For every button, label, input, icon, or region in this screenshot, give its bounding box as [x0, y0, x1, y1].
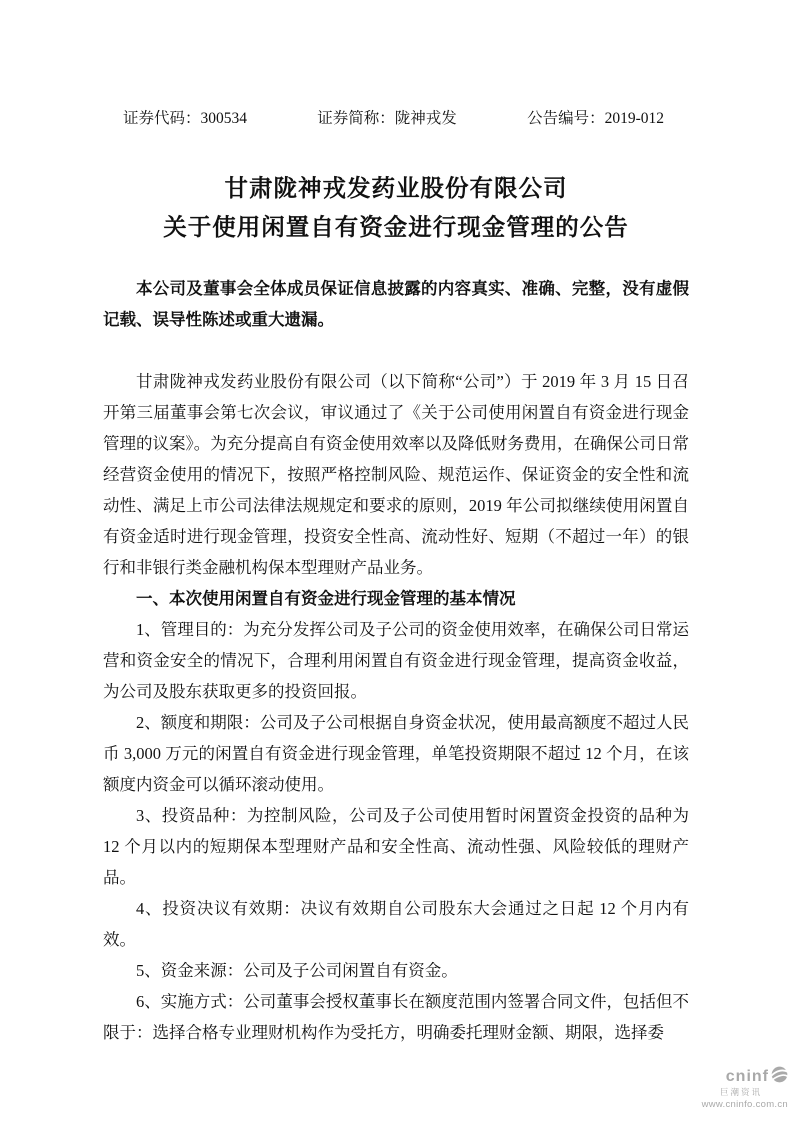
- cninfo-brand-text: cninf: [725, 1067, 769, 1085]
- disclosure-statement: 本公司及董事会全体成员保证信息披露的内容真实、准确、完整，没有虚假记载、误导性陈述或重大遗漏。: [103, 279, 689, 329]
- body-item-1: 1、管理目的：为充分发挥公司及子公司的资金使用效率，在确保公司日常运营和资金安全的情况下，合理利用闲置自有资金进行现金管理，提高资金收益，为公司及股东获取更多的投资回报。: [103, 620, 689, 701]
- intro-paragraph: 甘肃陇神戎发药业股份有限公司（以下简称“公司”）于 2019 年 3 月 15 日召开第三届董事会第七次会议，审议通过了《关于公司使用闲置自有资金进行现金管理的议案》。为充分提高自有资金使用效率以及降低财务费用，在确保公司日常经营资金使用的情况下，按照严格控制风险、规范运作、保证资金的安全性和流动性、满足上市公司法律法规规定和要求的原则，2019 年公司拟继续使用闲置自有资金适时进行现金管理，投资安全性高、流动性好、短期（不超过一年）的银行和非银行类金融机构保本型理财产品业务。: [103, 372, 689, 577]
- body-item-6: 6、实施方式：公司董事会授权董事长在额度范围内签署合同文件，包括但不限于：选择合格专业理财机构作为受托方，明确委托理财金额、期限，选择委: [103, 992, 689, 1042]
- document-header: [103, 108, 689, 130]
- body-item-2: 2、额度和期限：公司及子公司根据自身资金状况，使用最高额度不超过人民币 3,000 万元的闲置自有资金进行现金管理，单笔投资期限不超过 12 个月，在该额度内资金可以循环滚动使用。: [103, 713, 689, 794]
- cninfo-url: www.cninfo.com.cn: [701, 1098, 788, 1110]
- cninfo-watermark: [702, 1066, 788, 1110]
- document-title-line2: 关于使用闲置自有资金进行现金管理的公告: [163, 215, 629, 241]
- header-stock-code: 证券代码：300534: [123, 110, 248, 127]
- header-announcement-no: 公告编号：2019-012: [527, 110, 664, 127]
- body-item-5: 5、资金来源：公司及子公司闲置自有资金。: [136, 961, 458, 980]
- cninfo-swirl-icon: [771, 1066, 788, 1088]
- header-stock-abbr: 证券简称：陇神戎发: [317, 110, 457, 127]
- section-heading-1: 一、本次使用闲置自有资金进行现金管理的基本情况: [136, 589, 516, 608]
- cninfo-brand-row: [702, 1066, 788, 1088]
- body-item-4: 4、投资决议有效期：决议有效期自公司股东大会通过之日起 12 个月内有效。: [103, 899, 689, 949]
- cninfo-chinese-name: 巨潮资讯: [719, 1087, 762, 1098]
- document-title-line1: 甘肃陇神戎发药业股份有限公司: [224, 176, 568, 202]
- document-title: [103, 170, 689, 248]
- document-body: [103, 366, 689, 1048]
- body-item-3: 3、投资品种：为控制风险，公司及子公司使用暂时闲置资金投资的品种为 12 个月以内的短期保本型理财产品和安全性高、流动性强、风险较低的理财产品。: [103, 806, 689, 887]
